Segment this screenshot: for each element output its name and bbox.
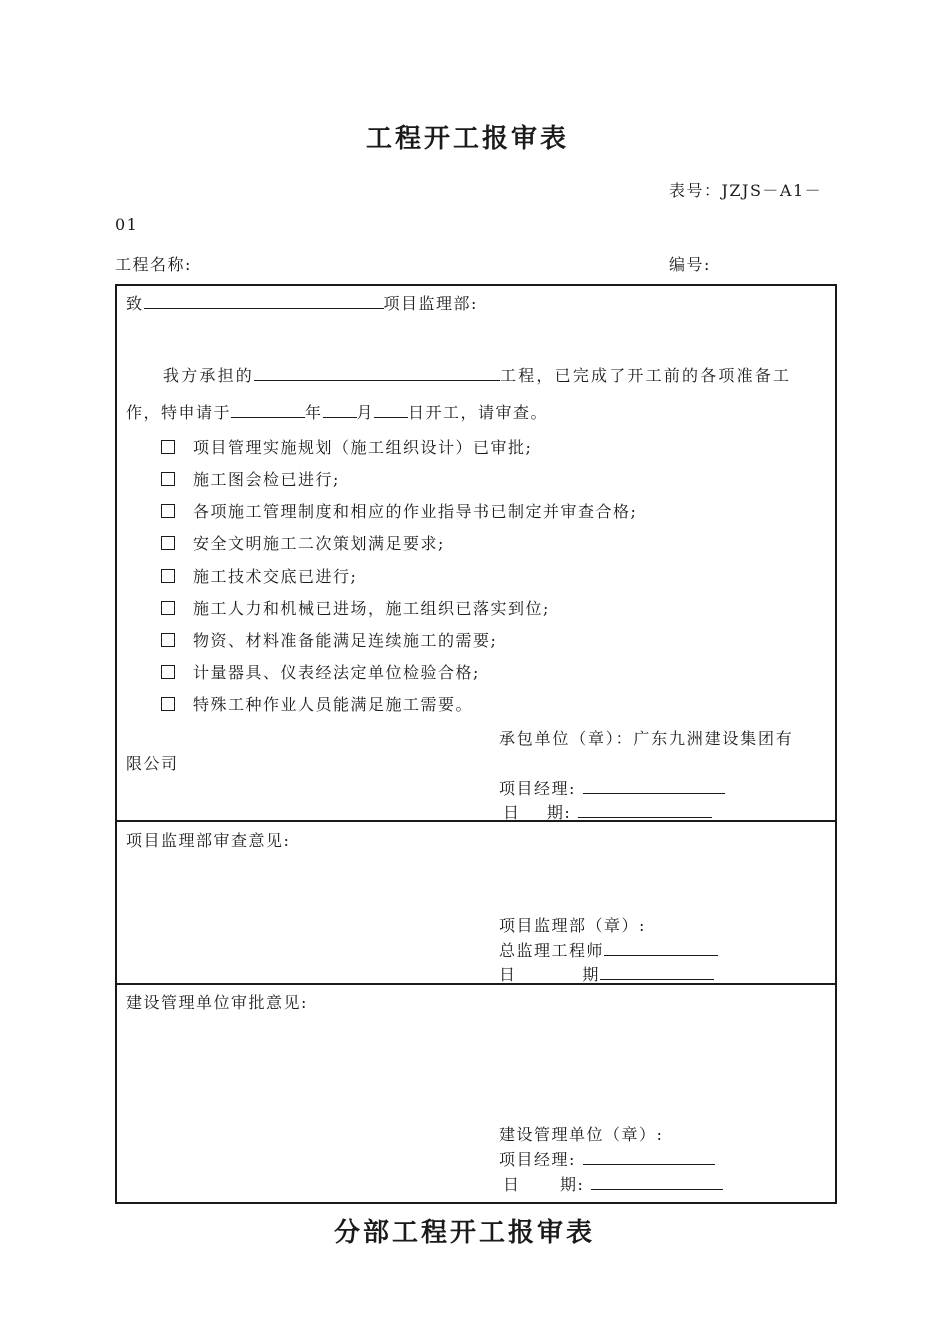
checklist-item-label: 计量器具、仪表经法定单位检验合格; xyxy=(193,663,480,682)
checklist-item-label: 物资、材料准备能满足连续施工的需要; xyxy=(193,631,498,650)
checklist-item-label: 各项施工管理制度和相应的作业指导书已制定并审查合格; xyxy=(193,502,638,521)
request-suffix: 工程，已完成了开工前的各项准备工 xyxy=(500,366,792,385)
supervision-heading: 项目监理部审查意见: xyxy=(126,831,291,850)
year-label: 年 xyxy=(305,403,323,422)
manager-blank xyxy=(583,779,725,794)
date-blank xyxy=(578,803,712,818)
form-number xyxy=(669,178,822,201)
checkbox[interactable] xyxy=(161,665,175,679)
owner-manager-blank xyxy=(583,1150,715,1165)
owner-manager-line xyxy=(499,1147,715,1170)
checkbox[interactable] xyxy=(161,601,175,615)
checklist-item[interactable] xyxy=(161,531,445,554)
chief-engineer-line xyxy=(499,938,718,961)
form-number-continued: 01 xyxy=(115,215,139,234)
manager-label: 项目经理: xyxy=(499,779,576,798)
contractor-line-2: 限公司 xyxy=(126,754,179,773)
next-form-title: 分部工程开工报审表 xyxy=(334,1218,596,1248)
serial-number-label: 编号: xyxy=(669,255,711,274)
section-divider-2 xyxy=(115,983,835,985)
contractor-line-1: 承包单位（章）：广东九洲建设集团有 xyxy=(499,729,794,748)
form-number-label: 表号： xyxy=(669,181,722,200)
owner-date-line xyxy=(503,1172,723,1195)
date-line xyxy=(503,800,712,823)
checklist-item[interactable] xyxy=(161,564,357,587)
month-label: 月 xyxy=(356,403,375,422)
owner-date-label: 日 期: xyxy=(503,1175,585,1194)
checkbox[interactable] xyxy=(161,536,175,550)
checklist-item[interactable] xyxy=(161,628,497,651)
checklist-item-label: 特殊工种作业人员能满足施工需要。 xyxy=(193,695,474,714)
date-label: 日 期: xyxy=(503,803,572,822)
addressee-suffix: 项目监理部: xyxy=(383,294,478,313)
month-blank xyxy=(323,403,357,418)
request-prefix: 我方承担的 xyxy=(163,366,255,385)
supervision-date-line xyxy=(499,962,714,985)
page-title: 工程开工报审表 xyxy=(366,124,570,154)
checklist-item[interactable] xyxy=(161,499,637,522)
checklist-item-label: 项目管理实施规划（施工组织设计）已审批; xyxy=(193,438,533,457)
checklist-item[interactable] xyxy=(161,435,532,458)
chief-engineer-blank xyxy=(604,941,718,956)
checklist-item[interactable] xyxy=(161,660,480,683)
project-blank xyxy=(254,366,500,381)
owner-heading: 建设管理单位审批意见: xyxy=(126,993,308,1012)
day-suffix: 日开工，请审查。 xyxy=(408,403,549,422)
checklist-item-label: 施工人力和机械已进场，施工组织已落实到位; xyxy=(193,599,550,618)
addressee-prefix: 致 xyxy=(126,294,144,313)
checkbox[interactable] xyxy=(161,504,175,518)
checkbox[interactable] xyxy=(161,633,175,647)
owner-stamp-label: 建设管理单位（章）: xyxy=(499,1125,664,1144)
owner-date-blank xyxy=(591,1175,723,1190)
checklist-item-label: 施工图会检已进行; xyxy=(193,470,340,489)
form-number-value: JZJS－A1－ xyxy=(721,181,823,200)
section-divider-1 xyxy=(115,820,835,822)
manager-signature-line xyxy=(499,776,725,799)
supervision-stamp-label: 项目监理部（章）: xyxy=(499,916,646,935)
checklist-item[interactable] xyxy=(161,467,340,490)
addressee-blank xyxy=(144,294,384,309)
addressee-line xyxy=(126,291,478,314)
checklist-item-label: 施工技术交底已进行; xyxy=(193,567,358,586)
checklist-item[interactable] xyxy=(161,692,473,715)
checkbox[interactable] xyxy=(161,697,175,711)
supervision-date-label: 日 期 xyxy=(499,965,600,984)
checkbox[interactable] xyxy=(161,472,175,486)
project-name-label: 工程名称: xyxy=(115,255,192,274)
supervision-date-blank xyxy=(600,965,714,980)
checkbox[interactable] xyxy=(161,569,175,583)
request-line-2 xyxy=(126,400,548,423)
request-line-1 xyxy=(163,363,791,386)
owner-manager-label: 项目经理: xyxy=(499,1150,576,1169)
chief-engineer-label: 总监理工程师 xyxy=(499,941,605,960)
year-blank xyxy=(231,403,305,418)
checkbox[interactable] xyxy=(161,440,175,454)
request-line2-prefix: 作，特申请于 xyxy=(126,403,232,422)
checklist-item[interactable] xyxy=(161,596,550,619)
day-blank xyxy=(374,403,408,418)
checklist-item-label: 安全文明施工二次策划满足要求; xyxy=(193,534,445,553)
